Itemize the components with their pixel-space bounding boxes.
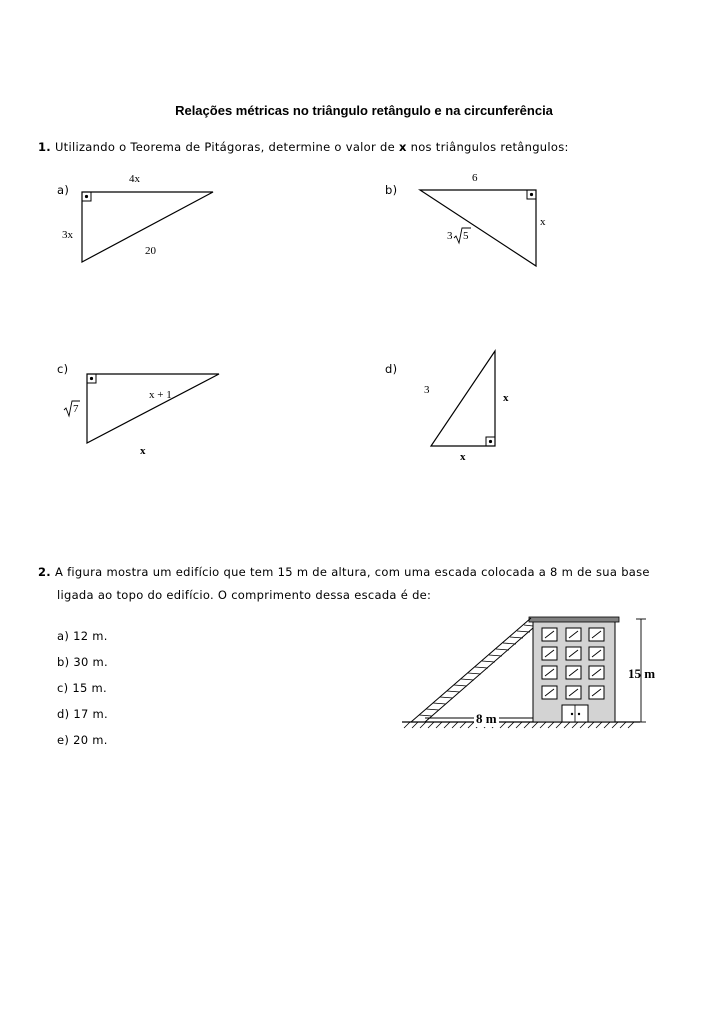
question-1-number: 1. xyxy=(38,140,51,154)
figure-c-left-root: 7 xyxy=(73,403,79,415)
figure-b-hyp-coef: 3 xyxy=(447,230,453,242)
figure-d-right-label: x xyxy=(503,392,509,404)
question-2-line-2: ligada ao topo do edifício. O comprimento dessa escada é de: xyxy=(57,588,432,602)
question-1-text-before: Utilizando o Teorema de Pitágoras, determine o valor de xyxy=(54,140,399,154)
figure-b-top-label: 6 xyxy=(472,172,478,184)
page-title: Relações métricas no triângulo retângulo e na circunferência xyxy=(175,103,553,118)
figure-b-label: b) xyxy=(385,183,398,197)
question-2 xyxy=(38,562,688,605)
question-1-variable: x xyxy=(398,140,407,154)
figure-a-hyp-label: 20 xyxy=(145,245,156,257)
figure-d-label: d) xyxy=(385,362,398,376)
question-2-number: 2. xyxy=(38,565,51,579)
question-1-text-after: nos triângulos retângulos: xyxy=(406,140,569,154)
figure-a-top-label: 4x xyxy=(129,173,140,185)
question-2-line-1: A figura mostra um edifício que tem 15 m de altura, com uma escada colocada a 8 m de sua base xyxy=(54,565,650,579)
triangle-b xyxy=(420,190,536,266)
figure-d-bottom-label: x xyxy=(460,451,466,463)
option-a: a) 12 m. xyxy=(57,629,108,643)
figure-b-hyp-root: 5 xyxy=(463,230,469,242)
figure-b-right-label: x xyxy=(540,216,546,228)
figure-a-label: a) xyxy=(57,183,70,197)
height-label: 15 m xyxy=(628,666,656,681)
base-distance-label: 8 m xyxy=(476,711,497,726)
option-b: b) 30 m. xyxy=(57,655,108,669)
option-d: d) 17 m. xyxy=(57,707,108,721)
figure-c-hyp-label: x + 1 xyxy=(149,389,172,401)
option-c: c) 15 m. xyxy=(57,681,108,695)
figure-c-bottom-label: x xyxy=(140,445,146,457)
building-figure xyxy=(402,617,646,728)
triangle-d xyxy=(431,351,495,446)
option-e: e) 20 m. xyxy=(57,733,108,747)
figure-c-label: c) xyxy=(57,362,69,376)
figure-d-hyp-label: 3 xyxy=(424,384,430,396)
figure-a-left-label: 3x xyxy=(62,229,73,241)
triangle-c xyxy=(87,374,219,443)
